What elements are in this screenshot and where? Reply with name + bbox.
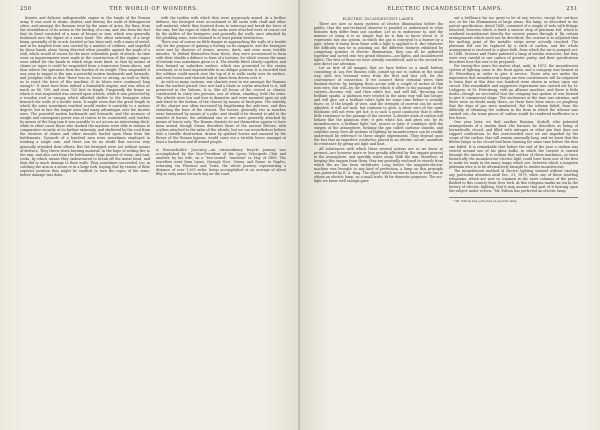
article-heading: ELECTRIC INCANDESCENT LAMPS. (342, 17, 415, 21)
right-col2-paragraph-1: out a brilliance far too great to be of any service, except for out-door use, or for the illumination of large areas. His lamp, as described in the patent specification, dated 1845, consisted of a simple of rods with fittings attached, between which is fixed a narrow strip of platinum foil, which is rendered incandescent directly the current passes through it. By certain arrangements which need not be described, the current is so adjusted that the melting point of the metallic strips never actually reached. The platinum foil can be replaced by a stick of carbon, and the whole arrangement is enclosed in a glass bulb, from which the air is pumped out. In 1848, Greener and Staite patented a lamp of similar structure; but they were very careful to use carbon of greater purity, and their specification describes how this was to be prepared. (449, 16, 578, 65)
right-col1-paragraph-1: There are now so many systems of electric illumination before the public, that the non-technical observer is puzzled to understand in what features they differ from one another. Let us to endeavour to, and the manner of using it is so simple that he is fain to know about it. It represents but one system, in which the gas is conveyed to a burner by a pipe, where it burns from those with a light is applied to it. But whatever the difficulty may be in pointing out the different features exhibited by competing systems of electric illumination, they can all be gathered together and sorted into two grand divisions—arc-lights, and incandescent lights. The first of these we have already considered, and to the second we now direct our attention. (314, 22, 443, 67)
right-page-number: 251 (566, 6, 578, 12)
right-column-2 (449, 16, 578, 424)
remarkable-journey-text: —An extraordinary bicycle journey was accomplished by the Vice-President of the Lyons Velocipede Club and another, by his wife, on a "two-seated" "machine" in May of 1869. The travellers went from Lyons, through Nice, Genoa, and Rome, to Naples, returning via Florence and Turin, the whole journey, representing a distance of over 1,300 miles, being accomplished at an average of about fifty to sixty miles for each day on the road. (156, 147, 286, 176)
left-page-number: 250 (20, 6, 32, 12)
right-col2-paragraph-2: For twenty-five years the matter slept, until, in 1873, the incandescent system of lighting came to the front again, and a company was formed at St. Petersburg in order to give it service. Those who are under the impression that incandescent lamps are new contrivances will be surprised to learn that at this date one hundred were shown in action upon one circuit. This remarkable and suggestive experiment was carried out by M. Lodyguin, at St. Petersburg, with an Alliance machine, and there is little doubt—though no successful that the company has spoken of was formed to give it commercial shape. The excitement at the time was extreme, and there were no doubt many there—as there have been since—to prophesy that the days of gas were numbered. But the scheme failed, from the difficulty of obtaining the carbons in the form in which the scheme was carried out—for some pieces of carbon would be rendered ineffective in a few hours. (449, 64, 578, 121)
remarkable-journey-article (156, 148, 286, 176)
remarkable-journey-heading: A Remarkable Journey. (156, 147, 208, 152)
left-column-1 (20, 16, 150, 424)
left-col2-paragraph-1: with the tackles with which they were gorgeously armed. At a further defence, the besieged were accustomed to fill sacks with chaff and other soft material, which they lowered down to intercept and break the force of the ram; but the ropes to which the sacks were attached were of course cut by the sickles of the besiegers; and generally the walls, once attacked by the plodding arms, were doomed to at least partial destruction. (156, 16, 286, 41)
right-col2-paragraph-3: One year later, we find another Russian, Kosloff, who patented arrangements of a similar kind. His burners he describes as being of hermetically closed, and filled with nitrogen or other gas that does not support combustion. In this overcrowded race we are impeded by the scope of the carbon, that will remain unusually long, and we learn that the fifteen lamps in his circuit had been burning for some time before the first one failed. It is remarkable that before the end of the year a carbon was viewed around one of his glass bulbs, in which the current is carried through the interior. It is evident that neither of these machines—to trace historically the incandescent electric light could have been one of the first to make its mark in the many lamps which are, between which a tungsten platinum wire is to be alternatively brought to render incandescent. (449, 120, 578, 169)
left-col1-paragraph: ficients and delicate indispensable engine in the hands of the Roman army. It was used to shake, shatter, and destroy the walls of beleaguered cities, and amongst the Romans went by the name of Aries, the Ram, from the resemblance of its action to the butting of a ram, and also from the fact that its head consisted of a mass of bronze or iron, which was generally fashioned into the figure of a ram's head. The other extremity of a large beam, generally of fir or ash, headed as has been said, with a mass of metal, and in its simplest form was carried by a number of soldiers, and impelled by those hands alone, being directed when possible against the angle of a wall, which would of course be the most vulnerable point of attack. As time went on improvements were made in the construction of the engine; ropes were added for the hands in which rings were fixed, so that by means of chains or ropes it could be suspended from a transverse beam above, and thus relieve the operators from the burden of its weight. Thus suspended it was easy to impart to the ram a powerful motion backwards and forwards, and Josephus tells us that "there was no tower so strong, no wall so thick, as to resist the force of this machine, if its blows were continued long enough." It must have been indeed a formidable engine, and was often as much as 80, 100, and even 120 feet in length. Frequently the frame on which it was suspended was carried upon wheels, while it was protected by a wooden roof or canopy, which afforded shelter to the besiegers when beneath the walls of a hostile town. It might seem that the great length to which the arms sometimes reached would render it unwieldy to a serious degree; but in fact the longer ones had many advantages over the shorter ones. The powerful motion backwards and forwards, and the increase of weight and consequent power was of course to be considered; and, further, by means of the long ram it was possible to act across an intervening ditch, while in other cases those who worked the machine were able to remain in comparative security at its farther extremity, and sheltered by the roof from the showers of stones and other missiles hurled upon them from the battlements. Upwards of a hundred men were sometimes employed in working a single ram, and there can be no doubt that success very generally attended their efforts. But the besieged were not without means of defence. They threw down burning material, in the hope of setting fire to the ram, and also cast from the battlements huge masses of stone, and and, rocks, by which means they endeavoured to break off the metal head, and thus did so much damage to their walls. They sometimes succeeded, too, in catching the arm in a noose or in a large fork, hoping that by reason of their superior position they might be enabled to turn the ropes of the arms, before damage was done, (20, 16, 150, 177)
footnote: * Mr. Edison has perfected an electric lamp (449, 197, 578, 204)
right-column-1 (314, 16, 443, 424)
left-running-head (20, 6, 286, 14)
right-columns (314, 16, 578, 424)
right-running-head (314, 6, 578, 14)
right-page (300, 0, 600, 430)
left-running-title: THE WORLD OF WONDERS. (109, 6, 199, 12)
right-col1-paragraph-3: All substances with which these several actions are so we know at present—are however more or less greatly affected by the oxygen present in the atmosphere, and speedily waste away. With the aim, therefore, of keeping this oxygen from them, they are generally enclosed in vessels from which the air has been withdrawn. Long before the magneto-electric machine was brought to any kind of perfection, a lamp on this principle was patented by E. A. King. The object which inventors have in view has to obtain an electric lamp, on a small scale, fit for domestic purposes. The arc-light we know well enough gave (314, 146, 443, 183)
left-column-2 (156, 16, 286, 424)
left-col2-paragraph-3: As with so many customs, war chariots were in use amongst the Romans from the earliest period. One sort had a blade or scythe attached to it, still preserved in the Vatican. It is, like all forms of the curved or chariot, constructed to carry two persons, one of whom, standing, held the reins. The wheels were low and four in diameter, and were mounted upon an oak axle fixed to the bottom of the chariot by means of linch-pins. The stability of the chariot was often increased by lengthening the axle-tree, and thus extending the base of the chariot. The horses, generally two in number, were harnessed by means of a yoke; and should it be desired to add to the number of horses, the additional one or two were generally attached by means of traces only. The Roman chariots do not themselves appear to have been armed, though Cæsar describes those of the ancient Britons, with scythes attached to the axles of the wheels; but we can nevertheless believe that a terrible destruction, drawn by spirited horses and manned by the flower of the Roman legions, would carry out a terrible havoc amongst at least a barbarous and ill-armed people. (156, 80, 286, 145)
left-columns (20, 16, 286, 424)
right-col1-paragraph-2: Let us first of all imagine that we have before us a small battery consisting of, say, five Bunsen cells, joined up one to carbon in the usual way, with two terminal wires from the first and last cell, for the convenience of connection. If we connect these terminal wires then thermal-electric by bridging them across with a couple of inches of thin iron wire, this will—by the resistance which it offers to the passage of the current—become red, and then white hot, and will fall, throwing out brilliant sparks. A platinum wire treated in the same way will last longer, and will give out a brilliant white light for some time before it actually fuses; or, if the length of wire, and the strength of current can be nicely adjusted, it will not melt, but continue to glow. A silver wire of the same thickness will not even get hot; it is such a good conductor that it offers little resistance to the passage of the current. A slender stick of carbon will behave like the platinum wire; it gets white hot, and gives out, by its incandescence, a brilliant light; but, sooner or later, it combines with the oxygen of the atmosphere, forming the gas called carbonic dioxide, and vanishes away. Now all systems of lighting by incandescence can be readily understood by reference to these simple experiments. They depend upon the fact that an imperfect conductor, placed in an electric circuit, manifests its resistance by giving out light and heat. (314, 66, 443, 147)
right-running-title: ELECTRIC INCANDESCENT LAMPS. (387, 6, 503, 12)
left-col2-paragraph-2: There was of course no little danger in approaching the walls of a hostile city for the purpose of gaining a footing on its ramparts, and the besiegers were met by showers of stones, arrows, darts, and even more terrible missiles. To defend themselves from these, they were accustomed to form with their shields a defence in form of a tortoise, for which reason the name of testudo was sometimes given to it. The shields fitted closely together, and thus formed an unbroken surface, which was presented to the enemy overhead, or at least impenetrable in an oblique position. It is recorded that the soldiers could march over the top of it to walls easily over its surface, and even horses and chariots had at times been driven over it. (156, 40, 286, 81)
right-col2-paragraph-4: The incandescent method of electric lighting seemed without exciting any particular attention until Dec. 21, 1879, when one of these startling telegrams, which are now so common in the news columns of the press, flashed to this country from New York. At this telegram marks an era in the history of electric lighting, that it may assume that part of it bearing upon the subject under review. "Mr. Edison has perfected an electric lamp (449, 168, 578, 193)
